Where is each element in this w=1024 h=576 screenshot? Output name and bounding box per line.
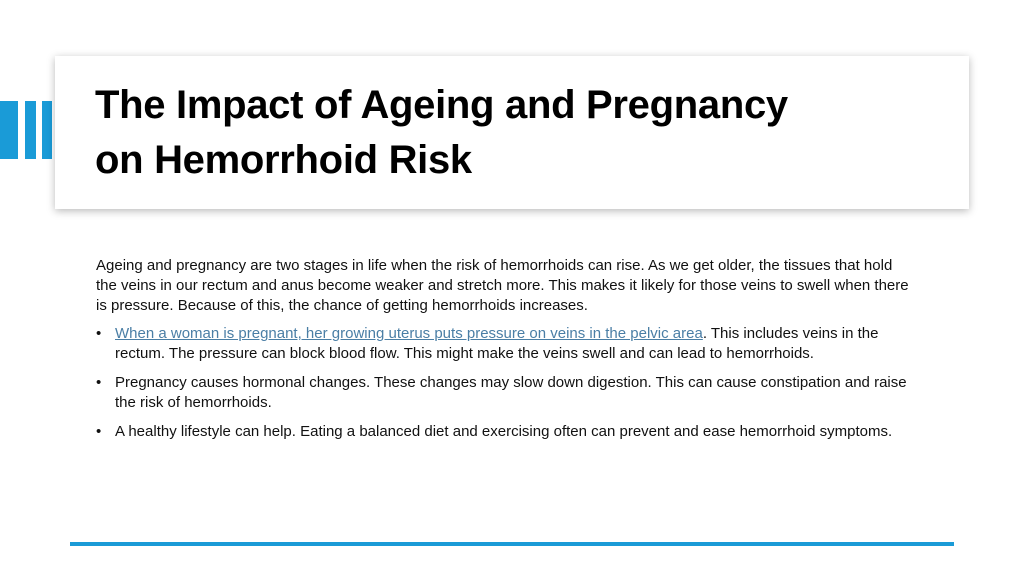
accent-bar <box>0 101 18 159</box>
slide-title-line-2: on Hemorrhoid Risk <box>95 138 472 182</box>
slide-title <box>95 78 935 188</box>
pelvic-pressure-link[interactable]: When a woman is pregnant, her growing uterus puts pressure on veins in the pelvic area <box>115 325 703 342</box>
bullet-item-pregnancy-pressure <box>96 324 916 364</box>
bullet-text: . This includes veins in the rectum. The pressure can block blood flow. This might make the veins swell and can lead to hemorrhoids. <box>115 325 879 362</box>
bullet-list <box>96 324 916 442</box>
bullet-item-healthy-lifestyle <box>96 422 916 442</box>
slide-title-line-1: The Impact of Ageing and Pregnancy <box>95 83 788 127</box>
bullet-marker: • <box>96 423 102 440</box>
intro-paragraph: Ageing and pregnancy are two stages in life when the risk of hemorrhoids can rise. As we get older, the tissues that hold the veins in our rectum and anus become weaker and stretch more. This makes it likely for those veins to swell when there is pressure. Because of this, the chance of getting hemorrhoids increases. <box>96 257 909 314</box>
bullet-marker: • <box>96 374 102 391</box>
bullet-item-hormonal-changes <box>96 373 916 413</box>
bullet-marker: • <box>96 325 102 342</box>
bullet-text: A healthy lifestyle can help. Eating a balanced diet and exercising often can prevent and ease hemorrhoid symptoms. <box>115 423 893 440</box>
accent-bars <box>0 101 60 159</box>
bullet-text: Pregnancy causes hormonal changes. These changes may slow down digestion. This can cause constipation and raise the risk of hemorrhoids. <box>115 374 907 411</box>
bottom-divider <box>70 542 954 546</box>
accent-bar <box>25 101 36 159</box>
accent-bar <box>42 101 52 159</box>
slide-body <box>96 256 916 451</box>
title-card <box>55 56 969 209</box>
